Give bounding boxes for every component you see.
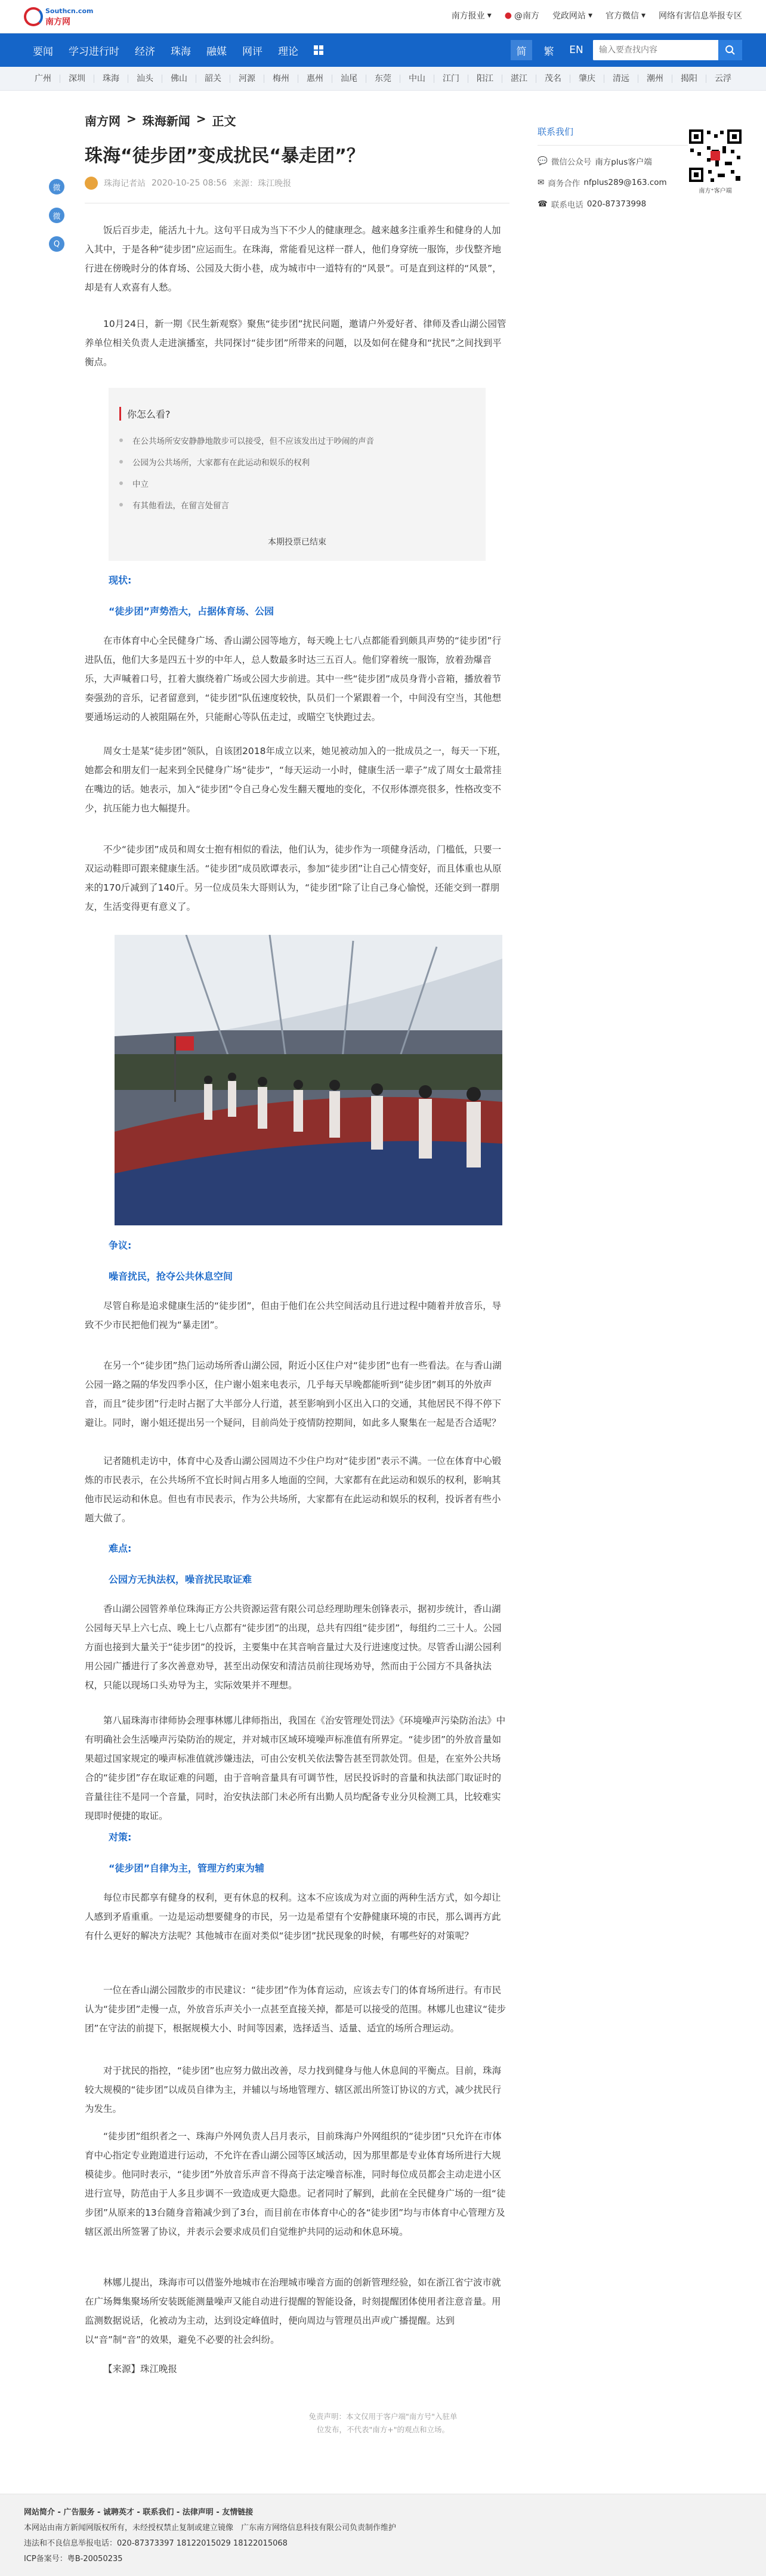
phone-icon: ☎ (538, 199, 548, 209)
city-link[interactable]: 梅州 (264, 75, 298, 83)
contact-row-phone: ☎ 联系电话 020-87373998 (538, 199, 647, 210)
paragraph: 周女士是某“徒步团”领队，自该团2018年成立以来，她见被动加入的一批成员之一，每天一下班，她都会和朋友们一起来到全民健身广场“徒步”，“每天运动一小时，健康生活一辈子”成了周女士最常挂在嘴边的话。她表示，加入“徒步团”令自己身心发生翻天覆地的变化，不仅形体漂亮很多，性格改变不少，抗压能力也大幅提升。 (85, 746, 506, 814)
paragraph: 在另一个“徒步团”热门运动场所香山湖公园，附近小区住户对“徒步团”也有一些看法。在与香山湖公园一路之隔的华发四季小区，住户谢小姐来电表示，几乎每天早晚都能听到“徒步团”刺耳的外放声音，而且“徒步团”行走时占据了大半部分人行道，甚至影响到小区出入口的交通，其他居民不得不停下避让。同时，谢小姐还提出另一个疑问，目前尚处于疫情防控期间，如此多人聚集在一起是否合适呢？ (85, 1360, 502, 1428)
poll-question: 你怎么看? (119, 407, 171, 421)
section-subheading: 公园方无执法权，噪音扰民取证难 (109, 1574, 252, 1585)
city-link[interactable]: 肇庆 (570, 75, 604, 83)
city-link[interactable]: 惠州 (298, 75, 332, 83)
top-link-party-sites[interactable]: 党政网站 ▾ (552, 11, 592, 21)
section-heading: 争议: (109, 1240, 132, 1251)
main-nav (0, 33, 766, 67)
city-link[interactable]: 河源 (230, 75, 264, 83)
lang-simplified[interactable]: 简 (511, 40, 532, 60)
nav-item-headlines[interactable]: 要闻 (33, 45, 53, 58)
contact-row-email: ✉ 商务合作 nfplus289@163.com (538, 178, 667, 189)
footer-links[interactable]: 网站简介 - 广告服务 - 诚聘英才 - 联系我们 - 法律声明 - 友情链接 (24, 2508, 254, 2517)
paragraph: 林娜儿提出，珠海市可以借鉴外地城市在治理城市噪音方面的创新管理经验，如在浙江省宁波市就在广场舞集聚场所安装既能测量噪声又能自动进行提醒的智能设备，时刻提醒团体使用者注意音量。用监测数据说话，化被动为主动，达到设定峰值时，便向周边与管理员出声或广播提醒。达到以“音”制“音”的效果，避免不必要的社会纠纷。 (85, 2277, 501, 2345)
article-title: 珠海“徒步团”变成扰民“暴走团”？ (85, 146, 365, 166)
paragraph: 一位在香山湖公园散步的市民建议：“徒步团”作为体育运动，应该去专门的体育场所进行。有市民认为“徒步团”走慢一点，外放音乐声关小一点甚至直接关掉，都是可以接受的范围。林娜儿也建议“徒步团”在守法的前提下，根据规模大小、时间等因素，选择适当、适量、适宜的场所合理运动。 (85, 1985, 506, 2034)
city-link[interactable]: 云浮 (715, 73, 731, 84)
top-bar (0, 0, 766, 33)
sidebar-title: 联系我们 (538, 125, 743, 146)
breadcrumb (85, 112, 236, 129)
city-link[interactable]: 深圳 (60, 75, 94, 83)
city-link[interactable]: 佛山 (162, 75, 196, 83)
paragraph: 每位市民都享有健身的权利，更有休息的权利。这本不应该成为对立面的两种生活方式，如今却让人感到矛盾重重。一边是运动想要健身的市民，另一边是希望有个安静健康环境的市民，那么调再方此有什么更好的解决方法呢？其他城市在面对类似“徒步团”扰民现象的时候，有哪些好的对策呢？ (85, 1892, 501, 1941)
city-link[interactable]: 汕头 (128, 75, 162, 83)
radio-icon (119, 438, 123, 442)
wechat-share-icon[interactable]: 微 (49, 208, 64, 223)
paragraph: 香山湖公园管养单位珠海正方公共资源运营有限公司总经理助理朱创锋表示，据初步统计，香山湖公园每天早上六七点、晚上七八点都有“徒步团”的出现，总共有四组“徒步团”，每组约二三十人。公园方面也接到大量关于“徒步团”的投诉，主要集中在其音响音量过大及行进速度过快。尽管香山湖公园利用公园广播进行了多次善意劝导，甚至出动保安和清洁员前往现场劝导，然而由于公园方不具备执法权，只能以现场口头劝导为主，实际效果并不理想。 (85, 1604, 502, 1691)
share-bar (49, 179, 64, 252)
contact-row-wechat: 💬 微信公众号 南方plus客户端 (538, 156, 652, 167)
logo-text-cn: 南方网 (45, 17, 70, 27)
radio-icon (119, 503, 123, 506)
weibo-icon: ● (504, 11, 512, 20)
menu-grid-icon[interactable] (314, 45, 323, 55)
city-link[interactable]: 中山 (400, 75, 434, 83)
footer-report-phone: 违法和不良信息举报电话：020-87373397 18122015029 18122015068 (24, 2539, 288, 2548)
top-links (452, 10, 742, 21)
paragraph: 记者随机走访中，体育中心及香山湖公园周边不少住户均对“徒步团”表示不满。一位在体育中心锻炼的市民表示，在公共场所不宜长时间占用多人地面的空间，大家都有在此运动和娱乐的权利，影响其他市民运动和休息。但也有市民表示，作为公共场所，大家都有在此运动和娱乐的权利，投诉者有些小题大做了。 (85, 1456, 502, 1524)
disclaimer-line: 免责声明：本文仅用于客户端"南方号"入驻单 (308, 2412, 458, 2421)
paragraph: 第八届珠海市律师协会理事林娜儿律师指出，我国在《治安管理处罚法》《环境噪声污染防治法》中有明确社会生活噪声污染防治的规定，并对城市区域环境噪声标准值有所界定。“徒步团”的外放音量如果超过国家规定的噪声标准值就涉嫌违法，可由公安机关依法警告甚至罚款处罚。但是，在室外公共场合的“徒步团”存在取证难的问题，由于音响音量具有可调节性，居民投诉时的音量和执法部门取证时的音量往往不是同一个音量，同时，治安执法部门未必所有出勤人员均配备专业分贝检测工具，比较难实现即时便捷的取证。 (85, 1715, 506, 1821)
breadcrumb-separator: > (196, 112, 206, 126)
paragraph: 饭后百步走，能活九十九。这句平日成为当下不少人的健康理念。越来越多注重养生和健身的人加入其中，于是各种“徒步团”应运而生。在珠海，常能看见这样一群人，他们身穿统一服饰，步伐整齐地行进在傍晚时分的体育场、公园及大街小巷，成为城市中一道特有的“风景”。可是直到这样的“风景”，却是有人欢喜有人愁。 (85, 225, 502, 293)
paragraph: 在市体育中心全民健身广场、香山湖公园等地方，每天晚上七八点都能看到颇具声势的“徒步团”行进队伍，他们大多是四五十岁的中年人，总人数最多时达三五百人。他们穿着统一服饰，放着劲爆音乐，大声喊着口号，扛着大旗绕着广场或公园大步前进。其中一些“徒步团”成员身背小音箱，播放着节奏强劲的音乐，记者留意到，“徒步团”队伍速度较快，队员们一个紧跟着一个，中间没有空当，其他想要通场运动的人被阻隔在外，只能耐心等队伍走过，或瞄空飞快跑过去。 (85, 635, 502, 722)
chevron-down-icon: ▾ (487, 11, 492, 20)
city-link[interactable]: 珠海 (94, 75, 128, 83)
city-link[interactable]: 汕尾 (332, 75, 366, 83)
poll-option[interactable]: 有其他看法，在留言处留言 (119, 499, 229, 511)
logo-text-en: Southcn.com (45, 7, 94, 15)
site-logo[interactable] (24, 6, 94, 27)
city-link[interactable]: 潮州 (638, 75, 672, 83)
search-icon (725, 45, 736, 55)
poll-box (109, 388, 486, 561)
top-link-wechat[interactable]: 官方微信 ▾ (605, 11, 645, 21)
city-link[interactable]: 江门 (434, 75, 468, 83)
section-heading: 对策: (109, 1831, 132, 1843)
weibo-share-icon[interactable]: 微 (49, 179, 64, 194)
wechat-icon: 💬 (538, 156, 548, 166)
nav-item-economy[interactable]: 经济 (135, 45, 155, 58)
city-link[interactable]: 揭阳 (672, 75, 706, 83)
breadcrumb-current: 正文 (212, 114, 236, 128)
article-photo (115, 935, 502, 1225)
city-link[interactable]: 东莞 (366, 75, 400, 83)
city-link[interactable]: 阳江 (468, 75, 502, 83)
poll-ended-label: 本期投票已结束 (268, 538, 326, 547)
city-link[interactable]: 韶关 (196, 75, 230, 83)
paragraph: “徒步团”组织者之一、珠海户外网负责人吕月表示，目前珠海户外网组织的“徒步团”只允许在市体育中心指定专业跑道进行运动，不允许在香山湖公园等区域活动，因为那里都是专业体育场所进行大规模徒步。他同时表示，“徒步团”外放音乐声音不得高于法定噪音标准，同时每位成员都会主动走进小区进行宣导，防范由于人多且步调不一致造成更大隐患。记者同时了解到，此前在全民健身广场的一组“徒步团”从原来的13台随身音箱减少到了3台，而目前在市体育中心的各“徒步团”均与市体育中心管理方及辖区派出所签署了协议，并表示会要求成员们自觉维护共同的运动和休息环境。 (85, 2131, 506, 2237)
breadcrumb-separator: > (126, 112, 137, 126)
paragraph: 10月24日，新一期《民生新观察》聚焦“徒步团”扰民问题，邀请户外爱好者、律师及香山湖公园管养单位相关负责人走进演播室，共同探讨“徒步团”所带来的问题，以及如何在健身和“扰民”之间找到平衡点。 (85, 319, 506, 367)
nav-item-commentary[interactable]: 网评 (242, 45, 262, 58)
section-heading: 难点: (109, 1543, 132, 1554)
poll-option[interactable]: 公园为公共场所，大家都有在此运动和娱乐的权利 (119, 456, 310, 468)
mail-icon: ✉ (538, 178, 545, 187)
qr-code-image (688, 128, 743, 183)
section-subheading: 噪音扰民，抢夺公共休息空间 (109, 1271, 233, 1282)
disclaimer-line: 位发布，不代表"南方+"的观点和立场。 (317, 2425, 449, 2434)
qr-code (688, 128, 743, 194)
search-button[interactable] (718, 40, 742, 60)
search-box (593, 40, 742, 60)
contact-sidebar (538, 125, 743, 210)
chevron-down-icon: ▾ (588, 11, 592, 20)
logo-mark (24, 6, 94, 27)
top-link-nanfang-baoye[interactable]: 南方报业 ▾ (451, 11, 492, 21)
search-input[interactable] (593, 40, 718, 60)
publish-date: 2020-10-25 08:56 (152, 178, 227, 188)
chevron-down-icon: ▾ (641, 11, 645, 20)
footer-copyright: 本网站由南方新闻网版权所有，未经授权禁止复制或建立镜像 广东南方网络信息科技有限公司负责制作维护 (24, 2524, 397, 2532)
disclaimer (0, 2410, 766, 2436)
author-avatar (85, 177, 98, 190)
breadcrumb-section[interactable]: 珠海新闻 (142, 114, 190, 128)
section-heading: 现状: (109, 574, 132, 586)
source-note: 【来源】珠江晚报 (103, 2364, 178, 2374)
poll-option[interactable]: 中立 (119, 477, 149, 489)
footer-icp[interactable]: ICP备案号：粤B-20050235 (24, 2555, 123, 2563)
article-source: 来源：珠江晚报 (233, 179, 292, 189)
lang-traditional[interactable]: 繁 (543, 45, 554, 58)
nav-right (511, 40, 742, 60)
top-link-report[interactable]: 网络有害信息举报专区 (659, 11, 742, 21)
nav-item-theory[interactable]: 理论 (278, 45, 298, 58)
radio-icon (119, 460, 123, 464)
city-link[interactable]: 清远 (604, 75, 638, 83)
poll-option[interactable]: 在公共场所安安静静地散步可以接受，但不应该发出过于吵闹的声音 (119, 434, 374, 446)
section-subheading: “徒步团”声势浩大，占据体育场、公园 (109, 606, 274, 617)
city-link[interactable]: 茂名 (536, 75, 570, 83)
qq-share-icon[interactable]: Q (49, 236, 64, 252)
lang-english[interactable]: EN (569, 44, 583, 56)
city-link[interactable]: 湛江 (502, 75, 536, 83)
nav-item-media[interactable]: 融媒 (206, 45, 227, 58)
qr-caption: 南方⁺客户端 (699, 188, 732, 194)
paragraph: 对于扰民的指控，“徒步团”也应努力做出改善，尽力找到健身与他人休息间的平衡点。目前，珠海较大规模的“徒步团”以成员自律为主，并辅以与场地管理方、辖区派出所签订协议的方式，减少扰民行为发生。 (85, 2065, 502, 2114)
radio-icon (119, 481, 123, 485)
city-link[interactable]: 广州 (26, 75, 60, 83)
paragraph: 尽管自称是追求健康生活的“徒步团”，但由于他们在公共空间活动且行进过程中随着并放音乐，导致不少市民把他们视为“暴走团”。 (85, 1301, 502, 1330)
paragraph: 不少“徒步团”成员和周女士抱有相似的看法，他们认为，徒步作为一项健身活动，门槛低，只要一双运动鞋即可跟来健康生活。“徒步团”成员欧谭表示，参加“徒步团”让自己心情变好，而且体重也从原来的170斤减到了140斤。另一位成员朱大哥则认为，“徒步团”除了让自己身心愉悦，还能交到一群朋友，生活变得更有意义了。 (85, 844, 502, 912)
site-footer (0, 2494, 766, 2576)
top-link-weibo[interactable]: ● @南方 (504, 11, 539, 21)
article-meta (85, 177, 291, 190)
nav-item-study[interactable]: 学习进行时 (69, 45, 119, 58)
section-subheading: “徒步团”自律为主，管理方约束为辅 (109, 1862, 265, 1874)
city-nav (0, 67, 766, 91)
author-name[interactable]: 珠海记者站 (104, 179, 146, 189)
photo-illustration (115, 935, 502, 1225)
breadcrumb-home[interactable]: 南方网 (85, 114, 121, 128)
nav-item-zhuhai[interactable]: 珠海 (171, 45, 191, 58)
